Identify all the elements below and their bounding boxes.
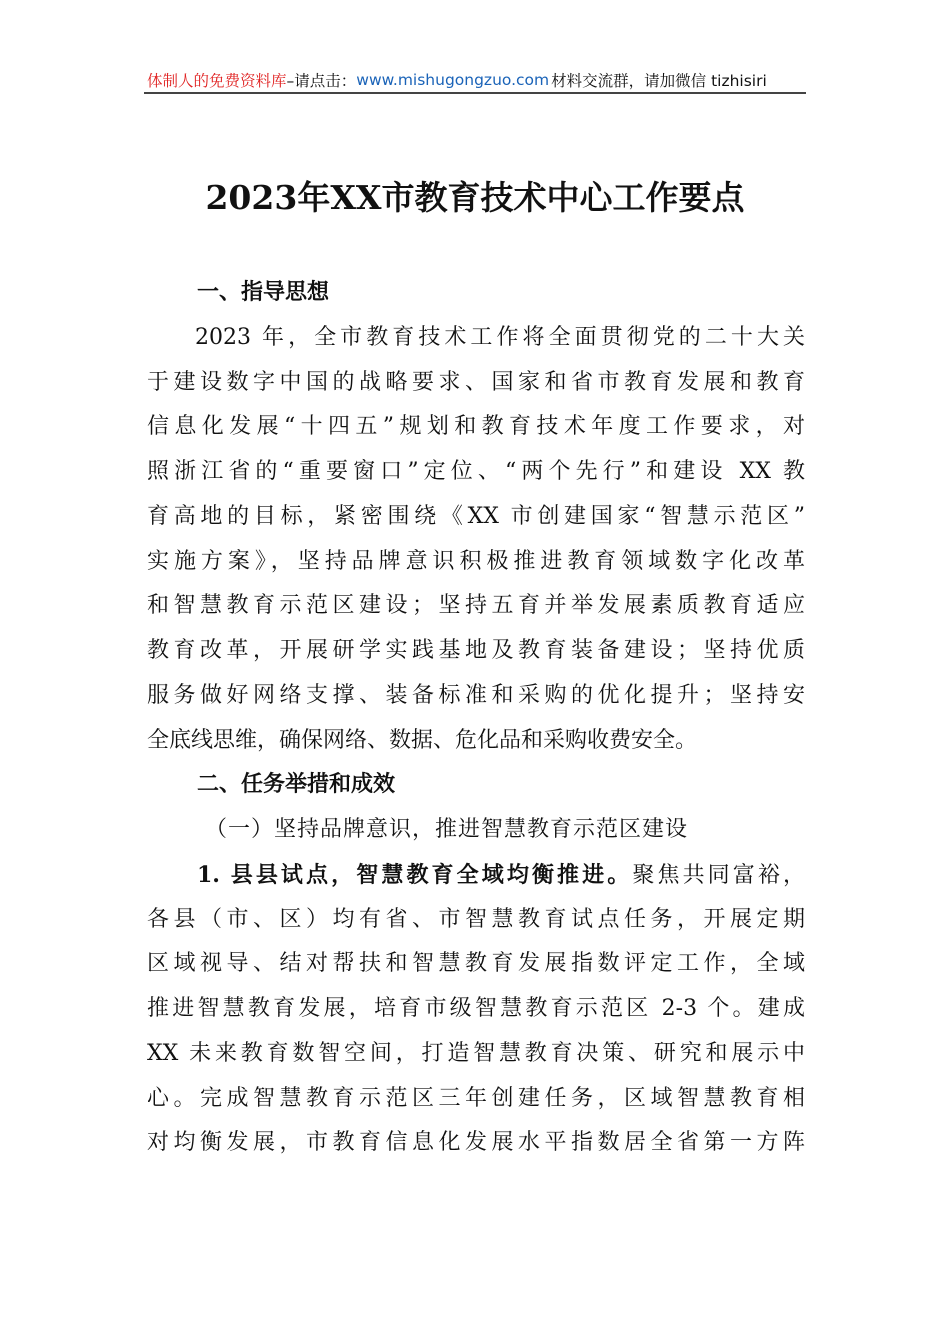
paragraph-line: 信息化发展“十四五”规划和教育技术年度工作要求，对 (147, 414, 805, 440)
paragraph-line: 各县（市、区）均有省、市智慧教育试点任务，开展定期 (147, 906, 805, 932)
paragraph-line: 区域视导、结对帮扶和智慧教育发展指数评定工作，全域 (147, 951, 805, 977)
paragraph-line: 推进智慧教育发展，培育市级智慧教育示范区 2-3 个。建成 (147, 996, 805, 1021)
paragraph-line (147, 853, 805, 898)
document-title: 2023年XX市教育技术中心工作要点 (205, 178, 745, 217)
paragraph-line: XX 未来教育数智空间，打造智慧教育决策、研究和展示中 (147, 1040, 805, 1066)
paragraph-line: 育高地的目标，紧密围绕《XX 市创建国家“智慧示范区” (147, 503, 805, 529)
header-prompt: –请点击： (286, 72, 357, 90)
section1-paragraph (147, 316, 805, 764)
paragraph-line: 实施方案》，坚持品牌意识积极推进教育领域数字化改革 (147, 548, 805, 574)
watermark-header (147, 68, 805, 92)
paragraph-line: 照浙江省的“重要窗口”定位、“两个先行”和建设 XX 教 (147, 459, 805, 484)
header-divider (144, 92, 806, 94)
paragraph-line: 教育改革，开展研学实践基地及教育装备建设；坚持优质 (147, 638, 805, 663)
section-heading: 一、指导思想 (197, 280, 330, 305)
paragraph-line: 服务做好网络支撑、装备标准和采购的优化提升；坚持安 (147, 682, 805, 708)
section2-paragraph (147, 898, 805, 1167)
section-heading: 二、任务举措和成效 (197, 772, 396, 798)
item-text: 聚焦共同富裕， (632, 862, 805, 888)
paragraph-line: 对均衡发展，市教育信息化发展水平指数居全省第一方阵 (147, 1130, 805, 1156)
header-tail: 材料交流群，请加微信 tizhisiri (551, 72, 767, 90)
item-heading: 1. 县县试点，智慧教育全域均衡推进。 (197, 861, 633, 888)
paragraph-line: 2023 年，全市教育技术工作将全面贯彻党的二十大关 (195, 324, 805, 350)
paragraph-line: 于建设数字中国的战略要求、国家和省市教育发展和教育 (147, 369, 805, 395)
subsection-heading: （一）坚持品牌意识，推进智慧教育示范区建设 (205, 817, 689, 842)
header-url-link[interactable]: www.mishugongzuo.com (356, 71, 550, 89)
header-brand: 体制人的免费资料库 (147, 72, 287, 90)
document-body (147, 271, 805, 1166)
paragraph-line: 全底线思维，确保网络、数据、危化品和采购收费安全。 (147, 727, 698, 753)
paragraph-line: 心。完成智慧教育示范区三年创建任务，区域智慧教育相 (147, 1085, 805, 1111)
paragraph-line: 和智慧教育示范区建设；坚持五育并举发展素质教育适应 (147, 593, 805, 619)
